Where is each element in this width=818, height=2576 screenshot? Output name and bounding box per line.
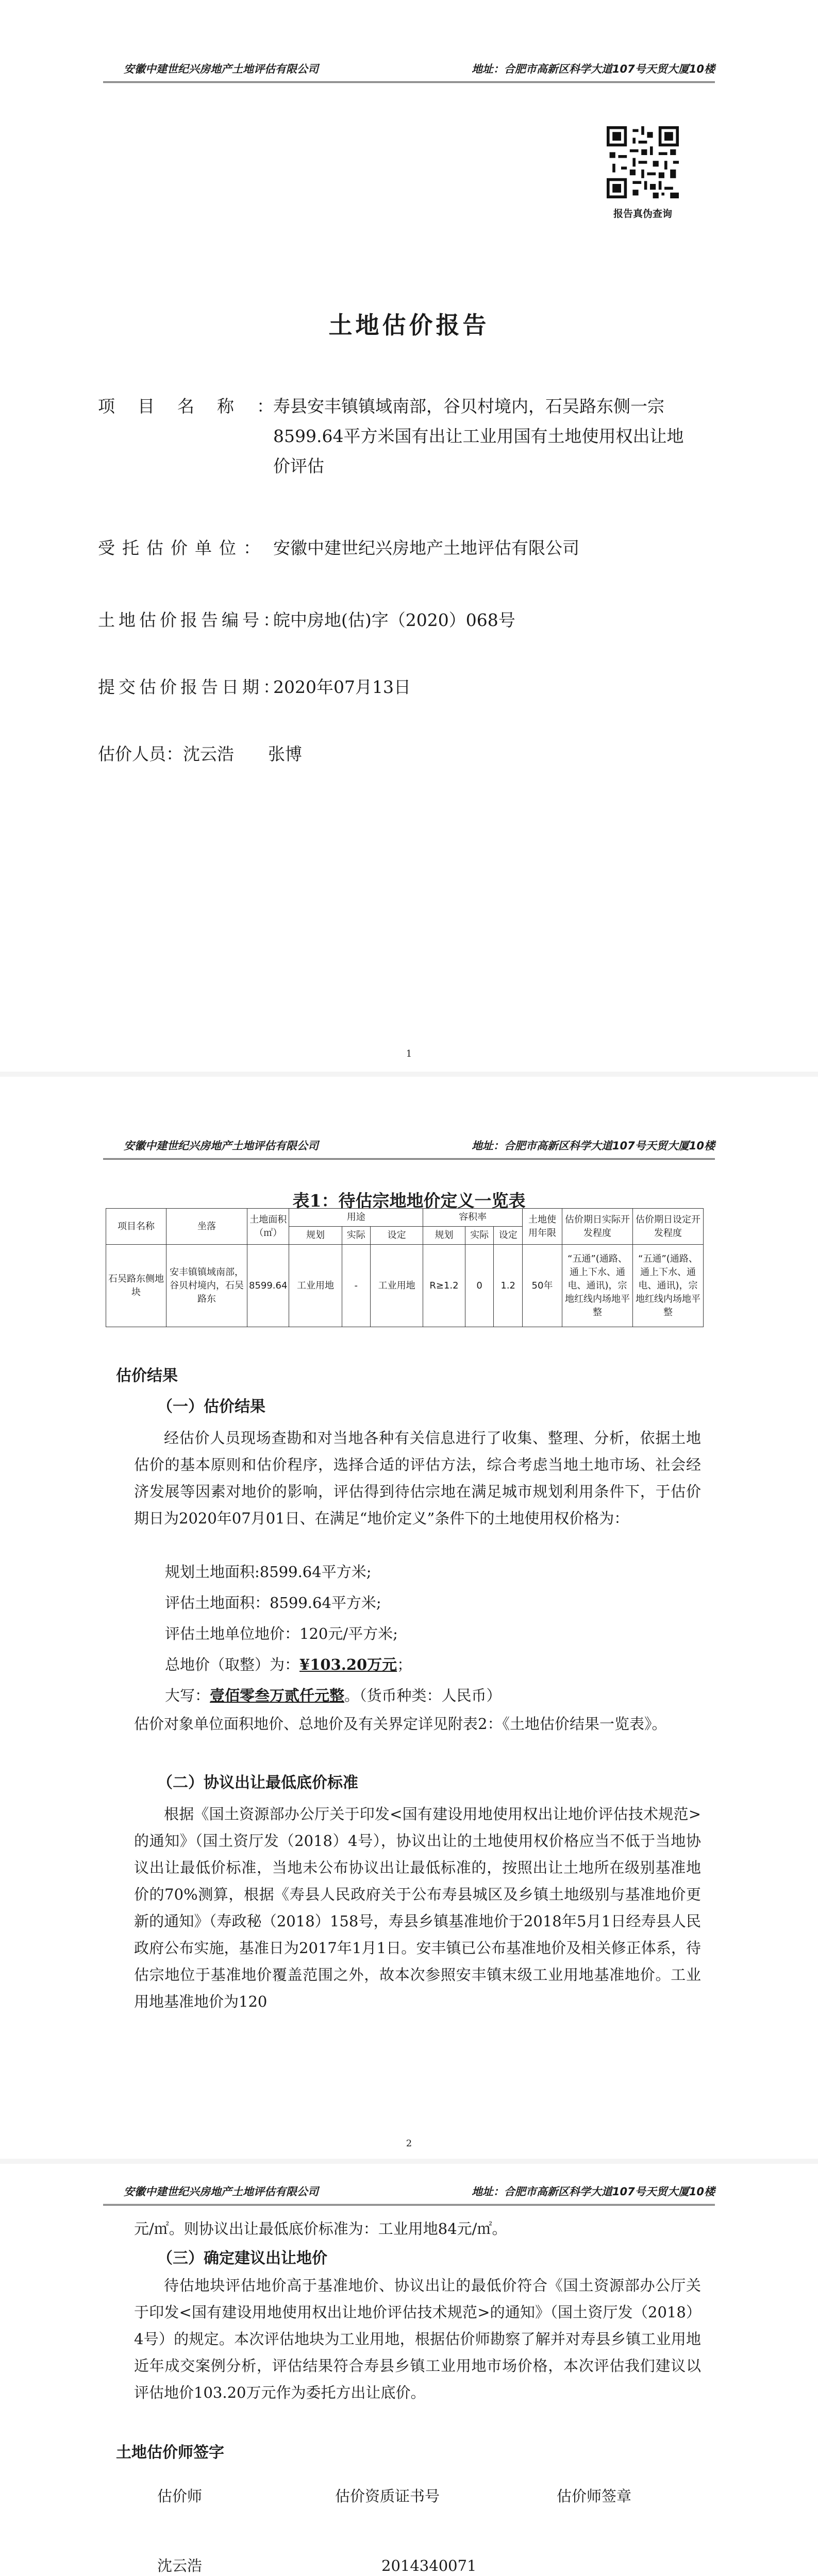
cell-far-plan: R≥1.2 xyxy=(423,1245,465,1327)
th-dev-actual: 估价期日实际开发程度 xyxy=(562,1209,633,1245)
upper-value: 壹佰零叁万贰仟元整 xyxy=(210,1687,345,1704)
field-valuers xyxy=(98,739,302,769)
header-address: 地址：合肥市高新区科学大道107号天贸大厦10楼 xyxy=(471,63,715,75)
total-price-end: ； xyxy=(397,1656,412,1673)
cell-far-actual: 0 xyxy=(465,1245,494,1327)
page-header xyxy=(103,52,715,83)
cell-dev-set: “五通”(通路、通上下水、通电、通讯)，宗地红线内场地平整 xyxy=(633,1245,704,1327)
header-company: 安徽中建世纪兴房地产土地评估有限公司 xyxy=(124,2185,319,2198)
subsection-title-2: （二）协议出让最低底价标准 xyxy=(157,1774,358,1792)
cell-far-set: 1.2 xyxy=(494,1245,523,1327)
paragraph-suggested-price: 待估地块评估地价高于基准地价、协议出让的最低价符合《国土资源部办公厅关于印发<国有建设用地使用权出让地价评估技术规范>的通知》（国土资厅发（2018）4号）的规定。本次评估地块为工业用地，根据估价师勘察了解并对寿县乡镇工业用地近年成交案例分析，评估结果符合寿县乡镇工业用地市场价格，本次评估我们建议以评估地价103.20万元作为委托方出让底价。 xyxy=(134,2277,701,2401)
header-company: 安徽中建世纪兴房地产土地评估有限公司 xyxy=(124,1140,319,1152)
th-use-set: 设定 xyxy=(371,1227,423,1245)
th-far-plan: 规划 xyxy=(423,1227,465,1245)
paragraph-minimum-price: 根据《国土资源部办公厅关于印发<国有建设用地使用权出让地价评估技术规范>的通知》（国土资厅发（2018）4号），协议出让的土地使用权价格应当不低于当地协议出让最低价标准，当地未公布协议出让最低标准的，按照出让土地所在级别基准地价的70%测算，根据《寿县人民政府关于公布寿县城区及乡镇土地级别与基准地价更新的通知》（寿政秘（2018）158号，寿县乡镇基准地价于2018年5月1日经寿县人民政府公布实施，基准日为2017年1月1日。安丰镇已公布基准地价及相关修正体系，待估宗地位于基准地价覆盖范围之外，故本次参照安丰镇末级工业用地基准地价。工业用地基准地价为120 xyxy=(134,1805,701,2010)
total-price-label: 总地价（取整）为： xyxy=(165,1656,300,1673)
page-number: 1 xyxy=(406,1048,412,1059)
field-label: 受托估价单位： xyxy=(98,538,268,558)
page-signatures xyxy=(0,2164,818,2576)
unit-price: 评估土地单位地价：120元/平方米; xyxy=(165,1625,398,1642)
cell-use-set: 工业用地 xyxy=(371,1245,423,1327)
field-label: 土地估价报告编号： xyxy=(98,610,283,630)
paragraph-continued: 元/㎡。则协议出让最低底价标准为：工业用地84元/㎡。 xyxy=(134,2220,507,2238)
plan-area: 规划土地面积:8599.64平方米; xyxy=(165,1563,372,1581)
subsection-title-1: （一）估价结果 xyxy=(157,1398,265,1416)
th-use: 用途 xyxy=(289,1209,423,1227)
page-results xyxy=(0,1077,818,2159)
th-far-set: 设定 xyxy=(494,1227,523,1245)
eval-area: 评估土地面积：8599.64平方米; xyxy=(165,1594,381,1612)
th-term: 土地使用年限 xyxy=(523,1209,562,1245)
th-location: 坐落 xyxy=(166,1209,247,1245)
upper-label: 大写： xyxy=(165,1687,210,1704)
header-company: 安徽中建世纪兴房地产土地评估有限公司 xyxy=(124,63,319,75)
page-header xyxy=(103,2174,715,2206)
table-header-row xyxy=(106,1209,704,1227)
valuer-name: 沈云浩 xyxy=(157,2557,203,2574)
col-cert: 估价资质证书号 xyxy=(335,2487,440,2505)
cell-use-plan: 工业用地 xyxy=(289,1245,342,1327)
th-use-plan: 规划 xyxy=(289,1227,342,1245)
th-far-actual: 实际 xyxy=(465,1227,494,1245)
field-value: 皖中房地(估)字（2020）068号 xyxy=(273,610,515,630)
header-address: 地址：合肥市高新区科学大道107号天贸大厦10楼 xyxy=(471,1140,715,1152)
cell-dev-actual: “五通”(通路、通上下水、通电、通讯)，宗地红线内场地平整 xyxy=(562,1245,633,1327)
valuer-cert: 2014340071 xyxy=(381,2557,477,2574)
page-cover xyxy=(0,0,818,1072)
header-address: 地址：合肥市高新区科学大道107号天贸大厦10楼 xyxy=(471,2185,715,2198)
field-value: 沈云浩 张博 xyxy=(183,744,302,764)
field-label: 估价人员： xyxy=(98,744,183,764)
page-header xyxy=(103,1128,715,1160)
table-title: 表1：待估宗地地价定义一览表 xyxy=(292,1191,526,1211)
field-label: 提交估价报告日期： xyxy=(98,677,283,697)
field-value: 安徽中建世纪兴房地产土地评估有限公司 xyxy=(273,538,579,558)
th-far: 容积率 xyxy=(423,1209,523,1227)
cell-area: 8599.64 xyxy=(247,1245,289,1327)
subsection-title-3: （三）确定建议出让地价 xyxy=(157,2249,327,2267)
qr-caption: 报告真伪查询 xyxy=(613,208,672,219)
col-sign: 估价师签章 xyxy=(557,2487,632,2505)
cell-term: 50年 xyxy=(523,1245,562,1327)
cell-use-actual: - xyxy=(342,1245,371,1327)
land-price-definition-table xyxy=(106,1208,704,1327)
table-row xyxy=(106,1245,704,1327)
th-project: 项目名称 xyxy=(106,1209,166,1245)
total-price-value: ¥103.20万元 xyxy=(299,1656,397,1673)
upper-end: 。（货币种类：人民币） xyxy=(344,1687,502,1704)
page-number: 2 xyxy=(406,2138,412,2149)
report-title: 土地估价报告 xyxy=(328,311,490,339)
paragraph-results: 经估价人员现场查勘和对当地各种有关信息进行了收集、整理、分析，依据土地估价的基本原则和估价程序，选择合适的评估方法，综合考虑当地土地市场、社会经济发展等因素对地价的影响，评估得到待估宗地在满足城市规划利用条件下，于估价期日为2020年07月01日、在满足“地价定义”条件下的土地使用权价格为： xyxy=(134,1429,701,1527)
th-dev-set: 估价期日设定开发程度 xyxy=(633,1209,704,1245)
col-valuer: 估价师 xyxy=(157,2487,203,2505)
th-area: 土地面积（㎡） xyxy=(247,1209,289,1245)
cell-location: 安丰镇镇域南部，谷贝村境内，石吴路东 xyxy=(166,1245,247,1327)
total-price xyxy=(165,1651,412,1678)
section-title-valuer-signature: 土地估价师签字 xyxy=(116,2444,224,2462)
qr-code-icon[interactable] xyxy=(607,126,679,198)
section-title-results: 估价结果 xyxy=(116,1367,178,1385)
total-price-upper xyxy=(165,1682,502,1709)
field-value: 2020年07月13日 xyxy=(273,677,411,697)
field-label: 项目名称： xyxy=(98,396,296,416)
field-value: 寿县安丰镇镇域南部，谷贝村境内，石吴路东侧一宗8599.64平方米国有出让工业用国有土地使用权出让地价评估 xyxy=(273,396,684,476)
cell-project: 石吴路东侧地块 xyxy=(106,1245,166,1327)
th-use-actual: 实际 xyxy=(342,1227,371,1245)
paragraph-attachment-ref: 估价对象单位面积地价、总地价及有关界定详见附表2：《土地估价结果一览表》。 xyxy=(134,1715,667,1733)
